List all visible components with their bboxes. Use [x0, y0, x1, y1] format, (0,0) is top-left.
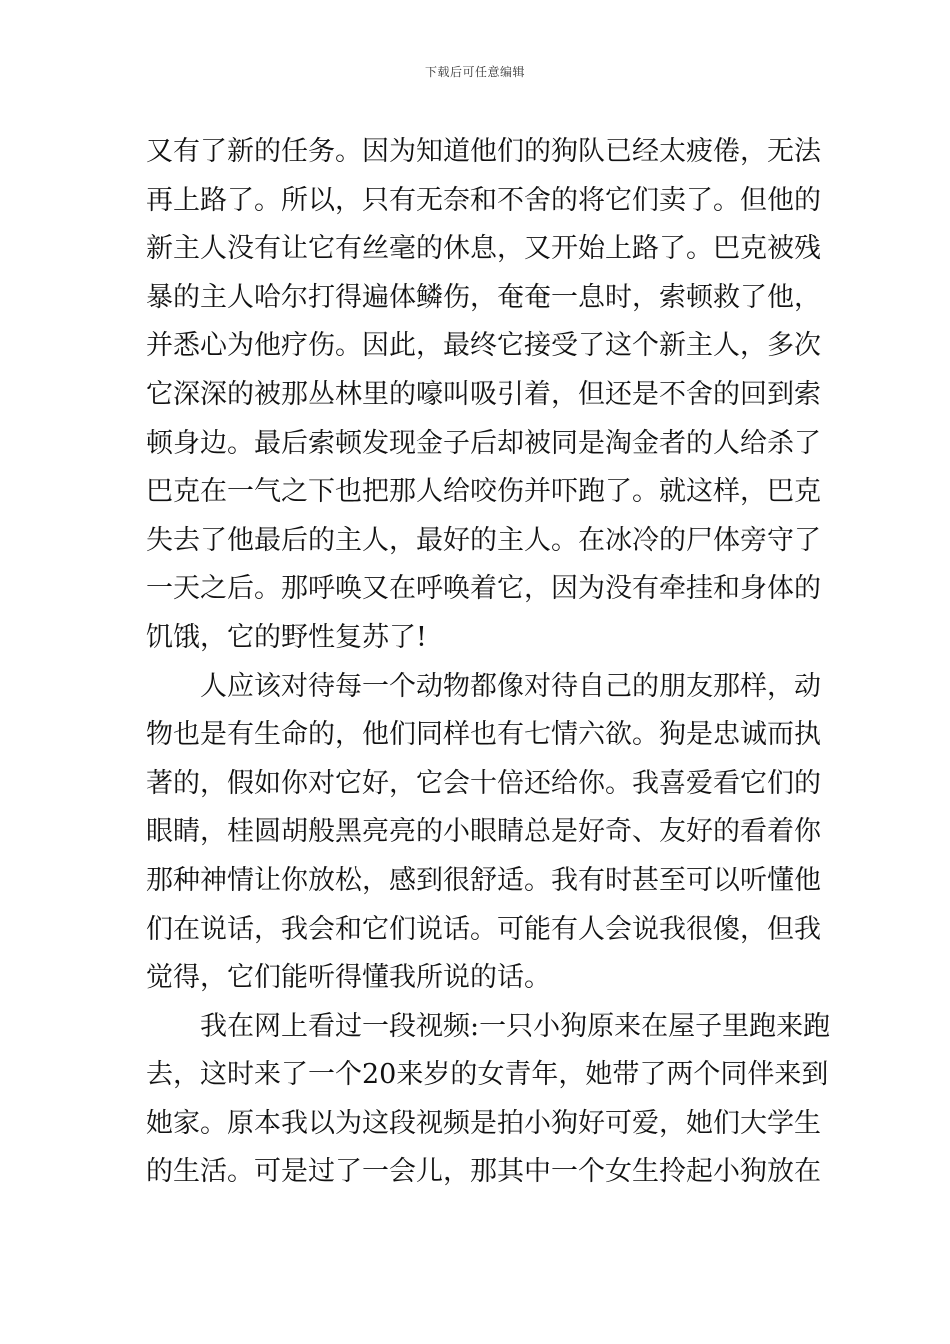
- page-header: 下载后可任意编辑: [424, 65, 525, 79]
- text-line: 著的，假如你对它好，它会十倍还给你。我喜爱看它们的: [146, 767, 821, 799]
- text-line: 新主人没有让它有丝毫的休息，又开始上路了。巴克被残: [146, 233, 821, 265]
- text-line: 我在网上看过一段视频:一只小狗原来在屋子里跑来跑: [200, 1010, 831, 1042]
- paragraph: [146, 663, 821, 1003]
- text-line: 一天之后。那呼唤又在呼唤着它，因为没有牵挂和身体的: [146, 573, 821, 605]
- text-line: 巴克在一气之下也把那人给咬伤并吓跑了。就这样，巴克: [146, 476, 821, 508]
- paragraph: [146, 128, 821, 663]
- text-line: 那种神情让你放松，感到很舒适。我有时甚至可以听懂他: [146, 864, 821, 896]
- document-body: [146, 128, 831, 1197]
- text-line: 饥饿，它的野性复苏了!: [146, 621, 427, 653]
- paragraph: [146, 1003, 831, 1197]
- text-line: 又有了新的任务。因为知道他们的狗队已经太疲倦，无法: [146, 136, 821, 167]
- text-line: 并悉心为他疗伤。因此，最终它接受了这个新主人，多次: [146, 330, 821, 362]
- text-line: 顿身边。最后索顿发现金子后却被同是淘金者的人给杀了: [146, 427, 821, 459]
- text-line: 去，这时来了一个20来岁的女青年，她带了两个同伴来到: [146, 1059, 829, 1091]
- text-line: 她家。原本我以为这段视频是拍小狗好可爱，她们大学生: [146, 1107, 821, 1139]
- text-line: 再上路了。所以，只有无奈和不舍的将它们卖了。但他的: [146, 184, 821, 216]
- text-line: 它深深的被那丛林里的嚎叫吸引着，但还是不舍的回到索: [146, 378, 821, 410]
- text-line: 物也是有生命的，他们同样也有七情六欲。狗是忠诚而执: [146, 719, 821, 751]
- text-line: 眼睛，桂圆胡般黑亮亮的小眼睛总是好奇、友好的看着你: [146, 816, 821, 848]
- text-line: 人应该对待每一个动物都像对待自己的朋友那样，动: [200, 670, 821, 702]
- text-line: 失去了他最后的主人，最好的主人。在冰冷的尸体旁守了: [146, 524, 821, 556]
- text-line: 暴的主人哈尔打得遍体鳞伤，奄奄一息时，索顿救了他，: [146, 281, 821, 313]
- text-line: 们在说话，我会和它们说话。可能有人会说我很傻，但我: [146, 913, 821, 945]
- text-line: 觉得，它们能听得懂我所说的话。: [146, 962, 551, 994]
- text-line: 的生活。可是过了一会儿，那其中一个女生拎起小狗放在: [146, 1156, 821, 1188]
